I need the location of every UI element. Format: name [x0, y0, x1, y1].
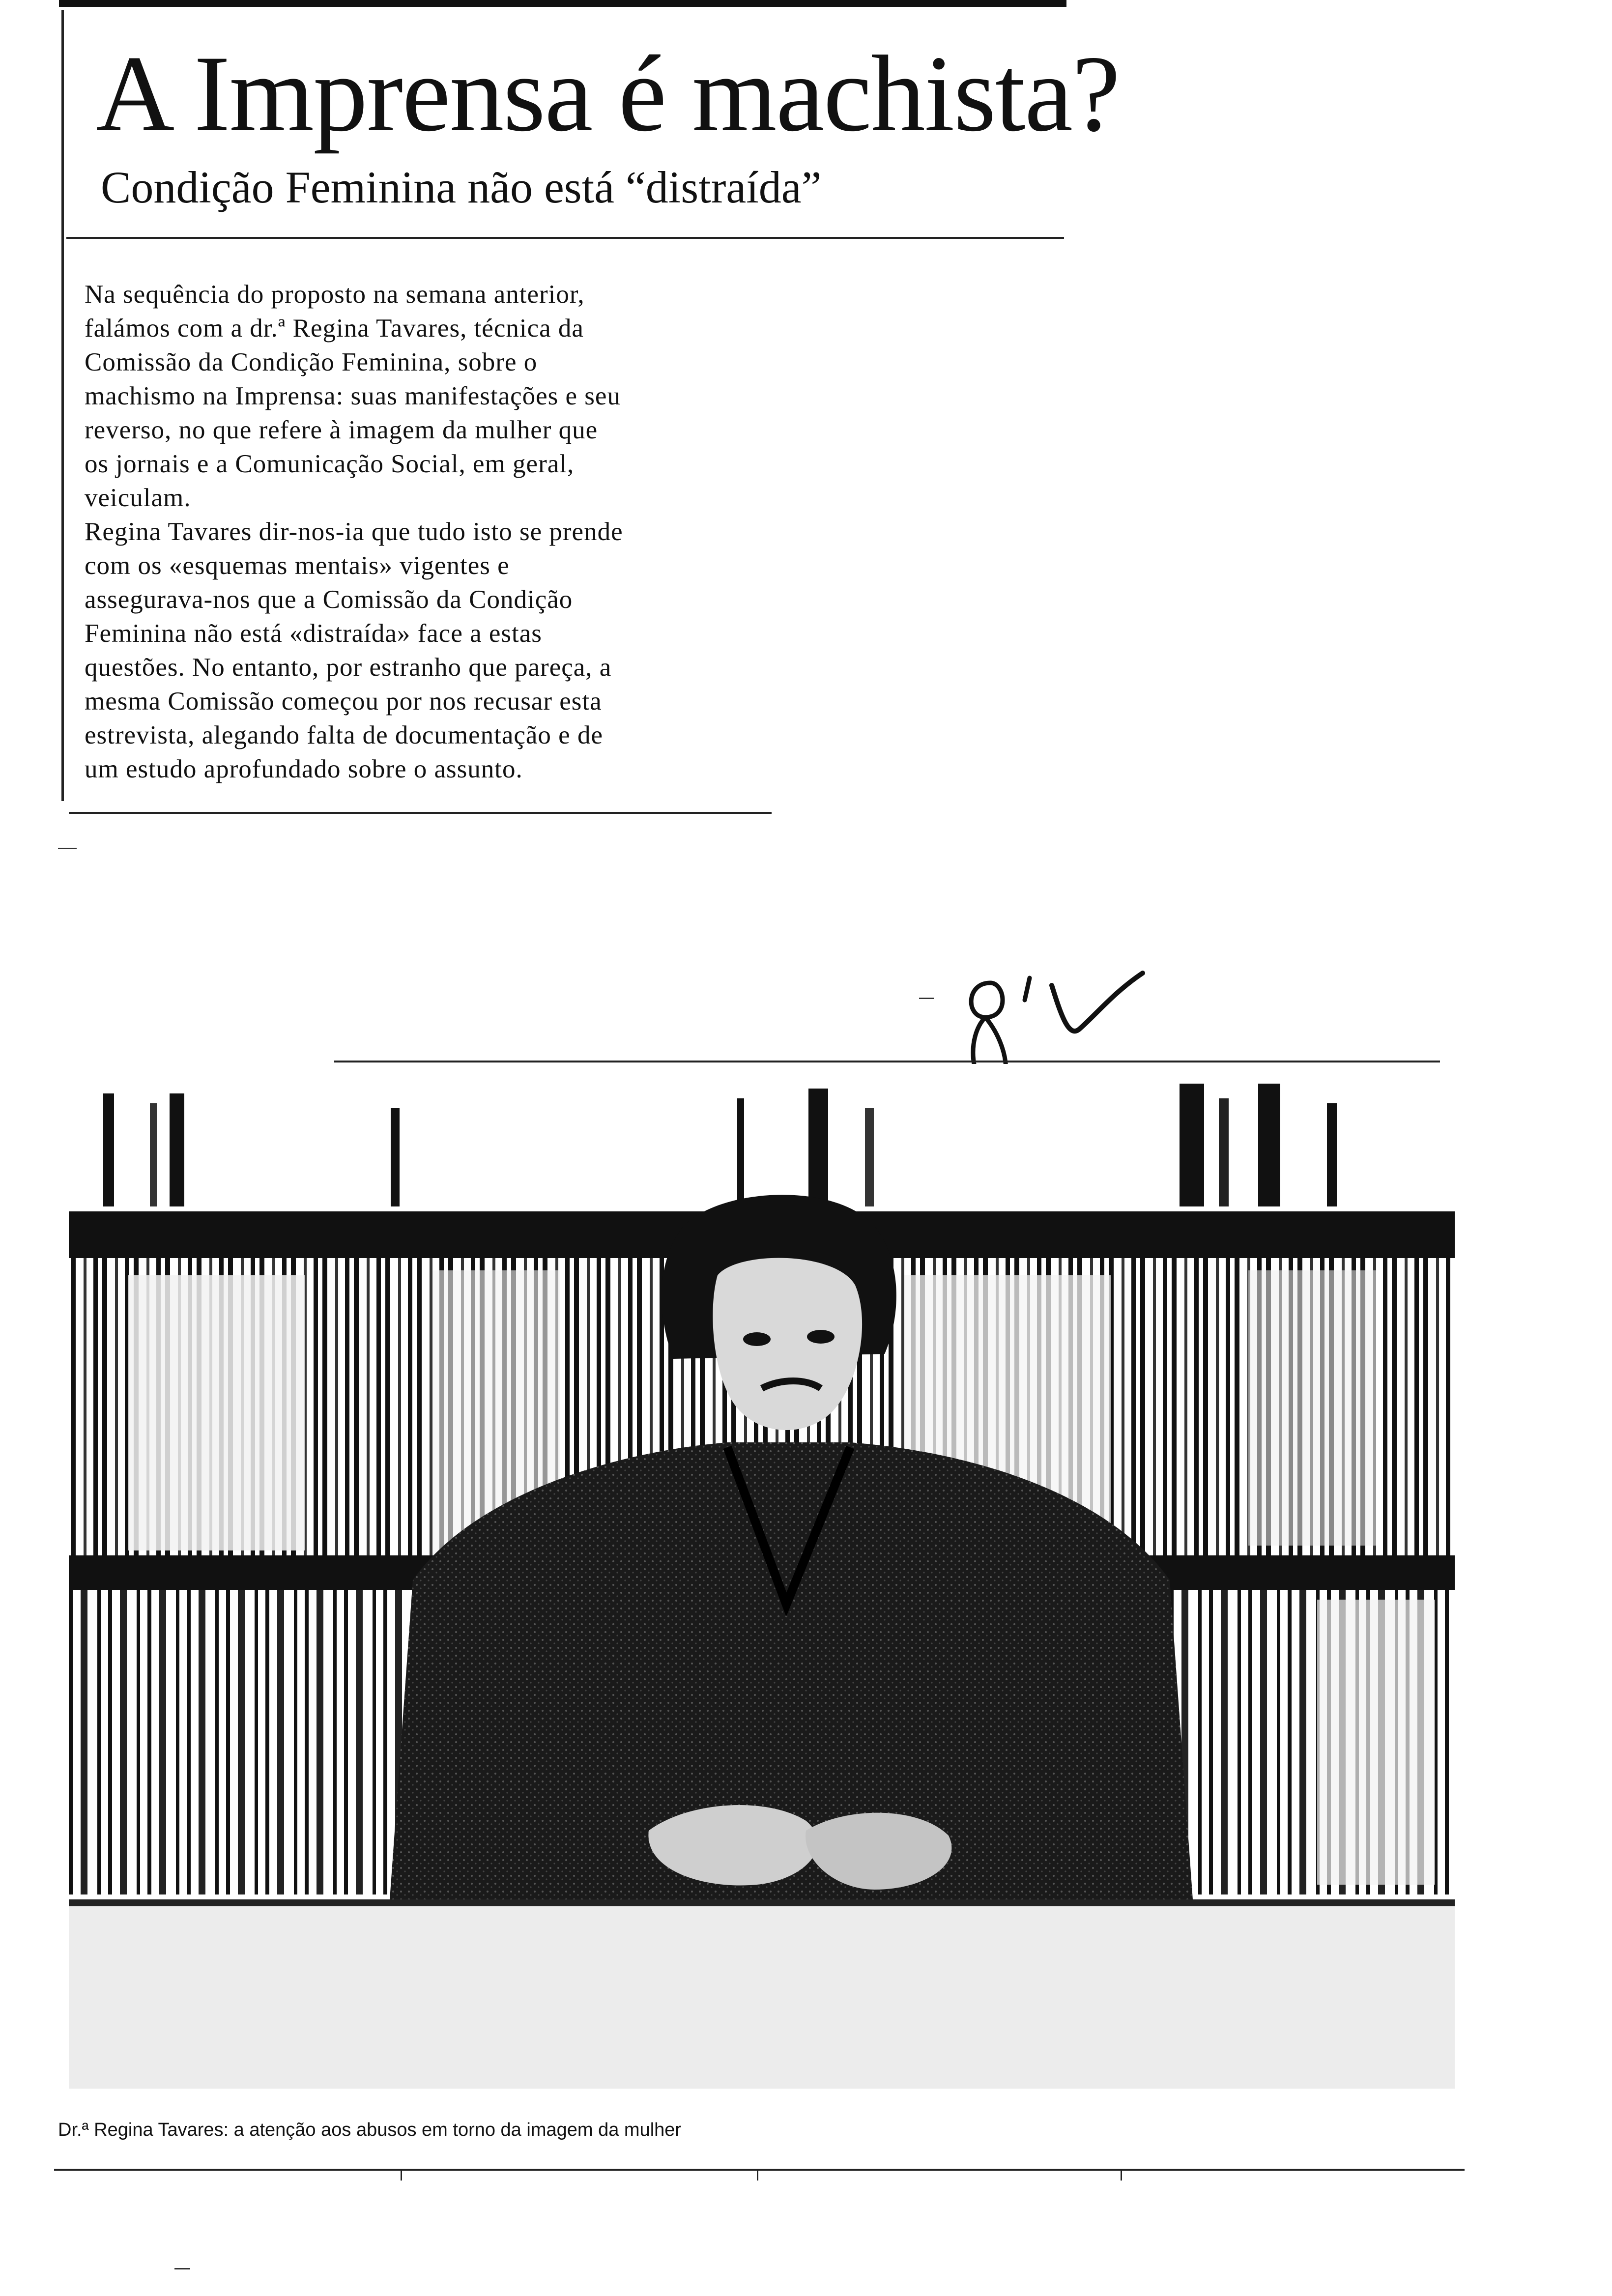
body-line: questões. No entanto, por estranho que pareça, a: [85, 653, 612, 682]
body-line: Feminina não está «distraída» face a estas: [85, 619, 542, 648]
article-body: [85, 278, 782, 786]
scan-mark: [919, 998, 934, 999]
body-line: Na sequência do proposto na semana anterior,: [85, 280, 585, 309]
photo-graphic: [69, 1064, 1455, 2089]
body-line: Regina Tavares dir-nos-ia que tudo isto se prende: [85, 517, 623, 546]
body-line: machismo na Imprensa: suas manifestações e seu: [85, 382, 621, 410]
body-line: Comissão da Condição Feminina, sobre o: [85, 348, 538, 376]
photo-top-rule: [334, 1061, 1440, 1062]
subheadline: Condição Feminina não está “distraída”: [101, 162, 822, 212]
subheadline-rule: [66, 237, 1064, 239]
caption-rule: [54, 2169, 1465, 2171]
body-line: veiculam.: [85, 484, 191, 512]
top-rule: [59, 0, 1066, 7]
body-line: mesma Comissão começou por nos recusar esta: [85, 687, 602, 716]
photo-caption: Dr.ª Regina Tavares: a atenção aos abusos em torno da imagem da mulher: [58, 2120, 682, 2140]
body-line: estrevista, alegando falta de documentação e de: [85, 721, 603, 749]
rule-tick: [757, 2170, 758, 2181]
body-line: assegurava-nos que a Comissão da Condição: [85, 585, 573, 614]
headline: A Imprensa é machista?: [96, 33, 1120, 154]
paragraph-2: [85, 515, 782, 786]
paragraph-1: [85, 278, 782, 515]
left-column-rule: [61, 10, 64, 801]
rule-tick: [401, 2170, 402, 2181]
body-line: com os «esquemas mentais» vigentes e: [85, 551, 510, 580]
body-line: falámos com a dr.ª Regina Tavares, técnica da: [85, 314, 584, 343]
rule-tick: [1121, 2170, 1122, 2181]
body-line: um estudo aprofundado sobre o assunto.: [85, 755, 523, 783]
portrait-photo: [69, 1064, 1455, 2089]
scan-mark: [174, 2268, 190, 2269]
scan-mark: [58, 848, 77, 849]
body-line: reverso, no que refere à imagem da mulher que: [85, 416, 598, 444]
body-line: os jornais e a Comunicação Social, em geral,: [85, 450, 575, 478]
body-end-rule: [69, 812, 772, 814]
